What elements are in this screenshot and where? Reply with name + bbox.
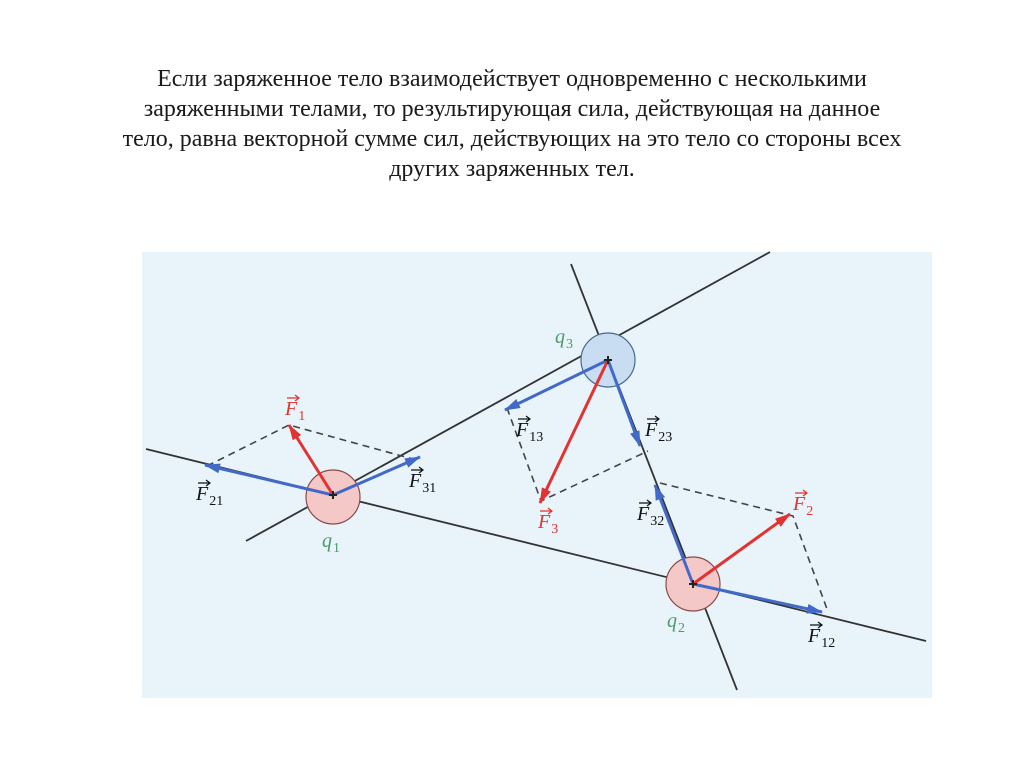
label-F23-sub: 23 xyxy=(658,430,673,445)
label-q1-sym: q xyxy=(322,530,332,552)
label-F31-sym: F xyxy=(409,470,422,492)
heading-line-2: заряженными телами, то результирующая сила, действующая на данное xyxy=(143,96,881,122)
label-F13-sym: F xyxy=(516,419,529,441)
label-q3-sym: q xyxy=(555,326,565,348)
heading-line-1: Если заряженное тело взаимодействует одновременно с несколькими xyxy=(157,66,867,92)
label-F1-sym: F xyxy=(285,398,298,420)
label-F3-sym: F xyxy=(538,511,551,533)
label-F21-sub: 21 xyxy=(209,494,224,509)
label-F3-sub: 3 xyxy=(551,522,559,537)
label-F32-sym: F xyxy=(637,503,650,525)
label-q3-sub: 3 xyxy=(566,337,573,352)
label-F13-sub: 13 xyxy=(529,430,544,445)
label-F21-sym: F xyxy=(196,483,209,505)
label-q1-sub: 1 xyxy=(333,541,340,556)
heading-line-4: других заряженных тел. xyxy=(389,156,635,182)
label-F32-sub: 32 xyxy=(650,514,665,529)
label-q2-sym: q xyxy=(667,610,677,632)
label-F2-sub: 2 xyxy=(806,504,814,519)
label-F1-sub: 1 xyxy=(298,409,306,424)
label-q2-sub: 2 xyxy=(678,621,685,636)
heading-line-3: тело, равна векторной сумме сил, действующих на это тело со стороны всех xyxy=(122,126,902,152)
label-F2-sym: F xyxy=(793,493,806,515)
label-F12-sym: F xyxy=(808,625,821,647)
label-F31-sub: 31 xyxy=(422,481,437,496)
label-F12-sub: 12 xyxy=(821,636,836,651)
label-F23-sym: F xyxy=(645,419,658,441)
